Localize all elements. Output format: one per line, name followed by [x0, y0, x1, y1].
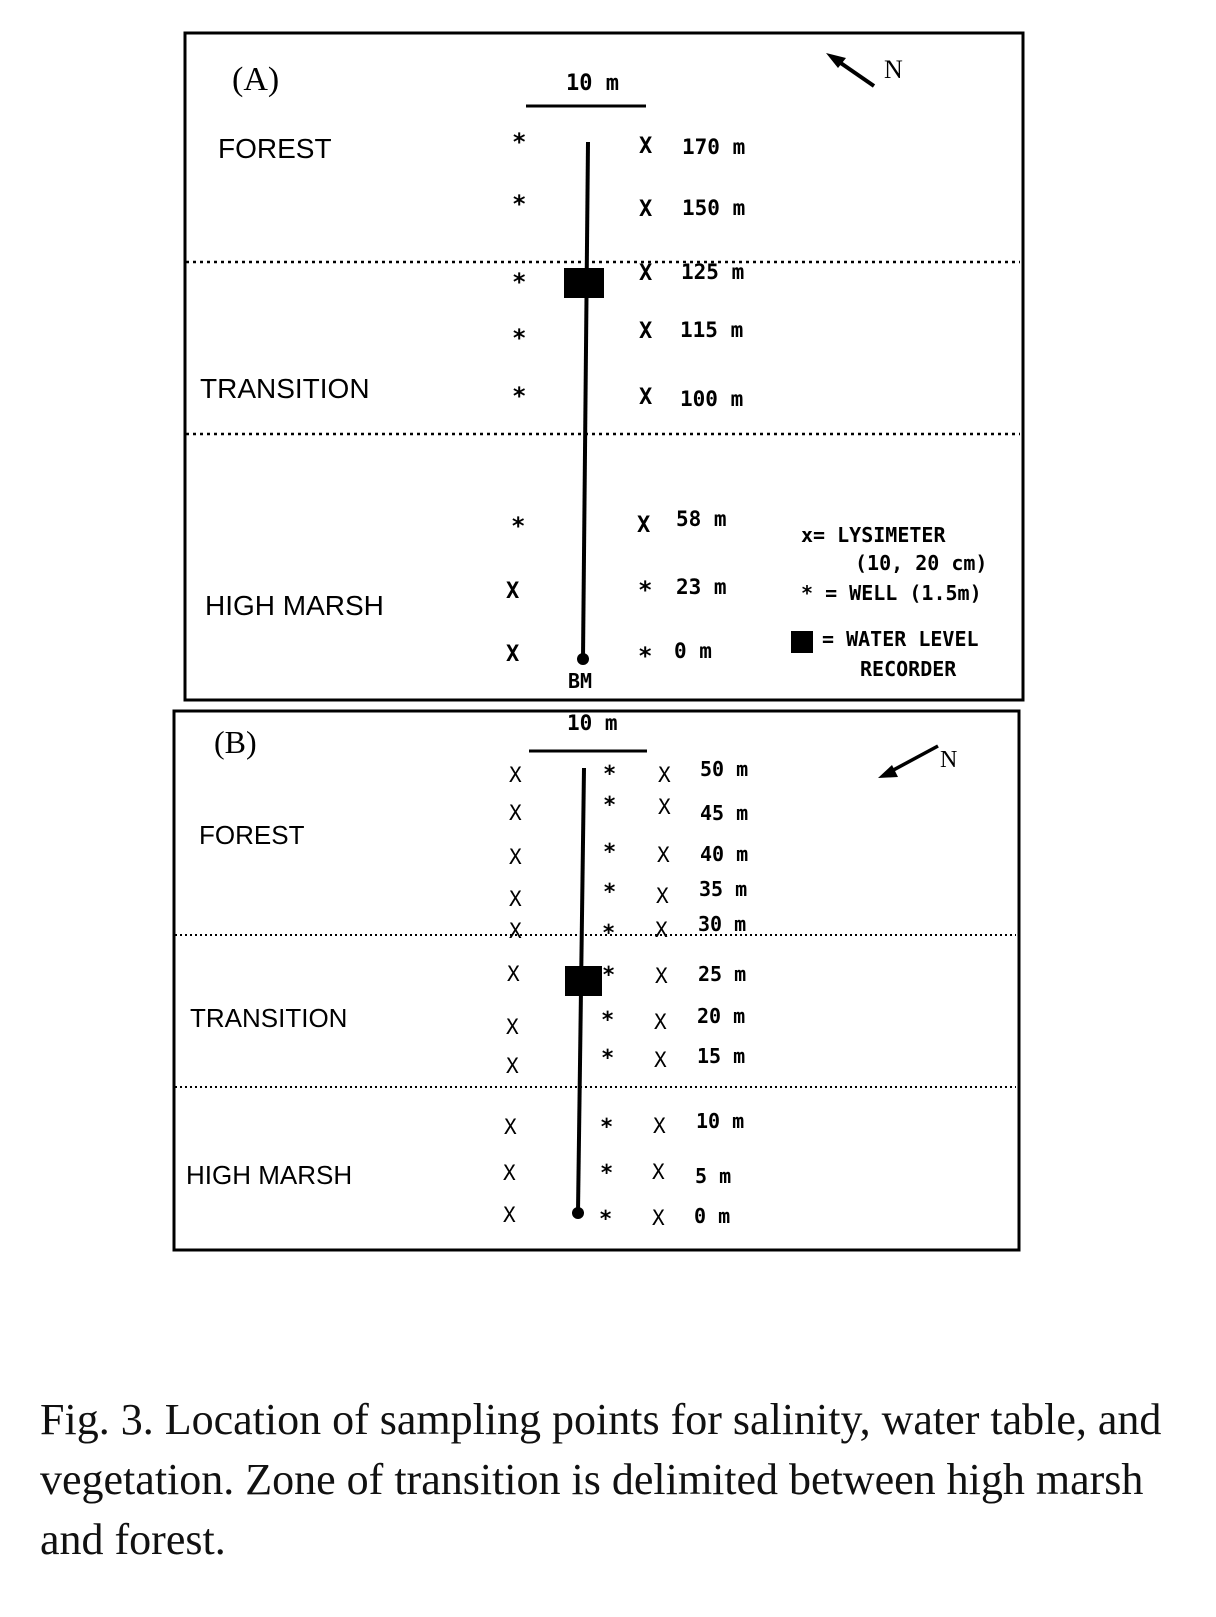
panel-a-label: (A) [232, 61, 280, 98]
panel-b-scale-text: 10 m [567, 711, 618, 735]
panel-a-transect-line [583, 142, 588, 658]
panel-a-benchmark-dot [577, 653, 589, 665]
panel-b-lysimeter-marker: X [654, 1010, 667, 1034]
panel-b-well-marker: * [603, 793, 617, 818]
panel-a-distance-label: 0 m [674, 639, 712, 663]
panel-a [185, 33, 1023, 700]
panel-a-right-markers [637, 134, 652, 670]
panel-b-distance-labels [694, 757, 748, 1228]
panel-b-well-marker: * [599, 1207, 613, 1232]
panel-b-lysimeter-marker: X [509, 919, 522, 943]
panel-a-zone-high-marsh: HIGH MARSH [205, 590, 384, 621]
panel-b-well-marker: * [603, 762, 617, 787]
panel-b-lysimeter-marker: X [509, 801, 522, 825]
panel-a-scale-text: 10 m [566, 71, 619, 96]
panel-b-lysimeter-marker: X [506, 1054, 519, 1078]
panel-a-lysimeter-marker: X [637, 513, 651, 538]
panel-b-lysimeter-marker: X [652, 1160, 665, 1184]
panel-a-north-arrow-icon [826, 53, 874, 86]
panel-b-well-marker: * [603, 880, 617, 905]
legend-recorder: = WATER LEVEL [822, 627, 979, 651]
panel-a-distance-label: 150 m [682, 196, 746, 220]
panel-b-well-marker: * [602, 921, 616, 946]
panel-b-lysimeter-marker: X [504, 1115, 517, 1139]
panel-b-wells [599, 762, 616, 1232]
panel-b-distance-label: 35 m [699, 877, 748, 901]
panel-b-lysimeter-marker: X [654, 1048, 667, 1072]
panel-a-well-marker: * [512, 128, 527, 156]
panel-b-north-label: N [940, 747, 958, 773]
panel-a-lysimeter-marker: X [639, 385, 653, 410]
legend-lysimeter: x= LYSIMETER [801, 523, 946, 547]
panel-b-lysimeter-marker: X [655, 964, 668, 988]
panel-a-lysimeter-marker: X [639, 261, 653, 286]
panel-b-lysimeter-marker: X [503, 1161, 516, 1185]
panel-b-distance-label: 50 m [700, 757, 749, 781]
panel-a-distance-labels [674, 135, 745, 663]
panel-b-distance-label: 5 m [695, 1164, 732, 1188]
legend-well: * = WELL (1.5m) [801, 581, 982, 605]
figure-caption: Fig. 3. Location of sampling points for salinity, water table, and vegetation. Zone of transition is delimited between high marsh and forest. [40, 1395, 1162, 1564]
panel-b-well-marker: * [601, 1008, 615, 1033]
panel-a-zone-transition: TRANSITION [200, 373, 370, 404]
panel-a-zone-forest: FOREST [218, 133, 332, 164]
panel-b-lysimeter-marker: X [655, 918, 668, 942]
panel-a-distance-label: 125 m [681, 260, 745, 284]
panel-b-left-lysimeters [503, 763, 522, 1227]
panel-b-north-arrow-icon [878, 746, 938, 778]
panel-a-well-marker: * [512, 324, 527, 352]
panel-b-distance-label: 40 m [700, 842, 749, 866]
panel-b-distance-label: 15 m [697, 1044, 746, 1068]
panel-b-distance-label: 20 m [697, 1004, 746, 1028]
panel-b-lysimeter-marker: X [658, 763, 671, 787]
panel-a-well-marker: * [638, 642, 653, 670]
panel-a-well-marker: * [638, 576, 653, 604]
legend-recorder-swatch [791, 631, 813, 653]
panel-a-distance-label: 23 m [676, 575, 727, 599]
panel-b-lysimeter-marker: X [506, 1015, 519, 1039]
panel-a-lysimeter-marker: X [639, 197, 653, 222]
legend-recorder-2: RECORDER [860, 657, 957, 681]
panel-b-lysimeter-marker: X [657, 843, 670, 867]
panel-b-well-marker: * [601, 1046, 615, 1071]
panel-b-distance-label: 0 m [694, 1204, 731, 1228]
panel-a-water-level-recorder [564, 268, 604, 298]
panel-b-distance-label: 45 m [700, 801, 749, 825]
panel-b-well-marker: * [600, 1115, 614, 1140]
panel-b-benchmark-dot [572, 1207, 584, 1219]
panel-a-benchmark-label: BM [568, 669, 593, 693]
panel-b-lysimeter-marker: X [652, 1206, 665, 1230]
panel-a-left-markers [506, 128, 526, 667]
panel-a-lysimeter-marker: X [639, 134, 653, 159]
panel-a-north-label: N [884, 55, 903, 84]
panel-b-lysimeter-marker: X [653, 1114, 666, 1138]
panel-b-zone-transition: TRANSITION [190, 1003, 348, 1033]
panel-b-well-marker: * [603, 840, 617, 865]
panel-b-distance-label: 10 m [696, 1109, 745, 1133]
panel-a-well-marker: * [512, 190, 527, 218]
panel-a-well-marker: * [512, 268, 527, 296]
panel-b-well-marker: * [600, 1161, 614, 1186]
legend-lysimeter-depth: (10, 20 cm) [855, 551, 988, 575]
panel-b-water-level-recorder [565, 966, 602, 996]
panel-a-legend [791, 523, 987, 681]
panel-a-lysimeter-marker: X [506, 642, 520, 667]
panel-a-distance-label: 100 m [680, 387, 744, 411]
panel-a-lysimeter-marker: X [639, 319, 653, 344]
panel-a-well-marker: * [512, 382, 527, 410]
panel-a-distance-label: 58 m [676, 507, 727, 531]
panel-b-lysimeter-marker: X [656, 884, 669, 908]
panel-b-lysimeter-marker: X [503, 1203, 516, 1227]
panel-a-distance-label: 170 m [682, 135, 746, 159]
panel-b-well-marker: * [602, 963, 616, 988]
panel-b-zone-high-marsh: HIGH MARSH [186, 1160, 353, 1190]
panel-a-well-marker: * [511, 512, 526, 540]
panel-b-zone-forest: FOREST [199, 820, 305, 850]
panel-b-lysimeter-marker: X [509, 887, 522, 911]
panel-a-distance-label: 115 m [680, 318, 744, 342]
panel-b-lysimeter-marker: X [509, 763, 522, 787]
panel-b-lysimeter-marker: X [507, 962, 520, 986]
panel-b-distance-label: 30 m [698, 912, 747, 936]
panel-b-lysimeter-marker: X [509, 845, 522, 869]
panel-b-label: (B) [214, 724, 257, 760]
panel-b-right-lysimeters [652, 763, 671, 1230]
panel-b-lysimeter-marker: X [658, 795, 671, 819]
panel-a-lysimeter-marker: X [506, 579, 520, 604]
panel-b-distance-label: 25 m [698, 962, 747, 986]
panel-b [174, 711, 1019, 1250]
